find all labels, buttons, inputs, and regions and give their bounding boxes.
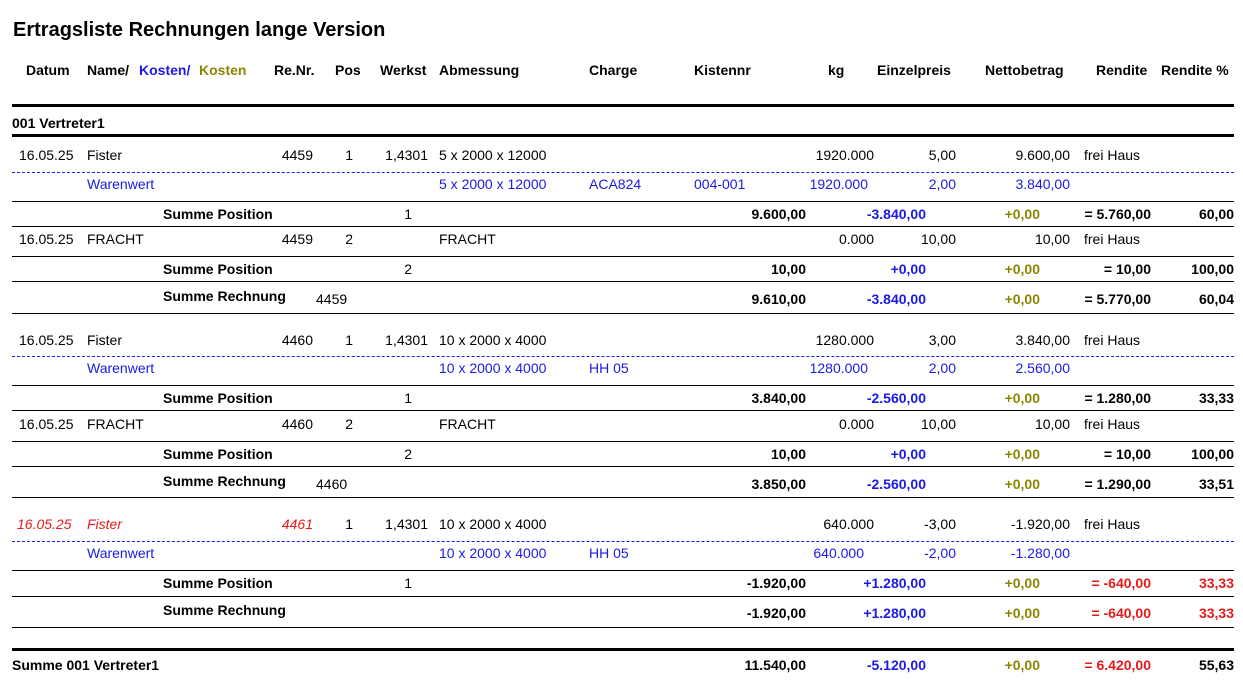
cell-abmessung: 5 x 2000 x 12000 (439, 147, 547, 163)
cell-name: Warenwert (87, 176, 155, 192)
cell-einzelpreis: -2,00 (924, 545, 956, 561)
header-kg: kg (828, 62, 845, 78)
cell-name: Warenwert (87, 545, 155, 561)
sum-label: Summe Rechnung (163, 473, 286, 489)
sum-yield: = 5.760,00 (1084, 206, 1151, 222)
sum-costs: +1.280,00 (863, 575, 926, 591)
cell-name: Warenwert (87, 360, 155, 376)
cell-rendite: frei Haus (1084, 332, 1141, 348)
sum-extra: +0,00 (1004, 261, 1040, 277)
cell-name: Fister (87, 147, 122, 163)
cell-nettobetrag: 3.840,00 (1015, 176, 1070, 192)
cell-nettobetrag: 10,00 (1034, 416, 1070, 432)
total-value: 11.540,00 (744, 657, 806, 673)
total-label: Summe 001 Vertreter1 (12, 657, 160, 673)
rule (12, 466, 1234, 467)
sum-yield: = 1.290,00 (1084, 476, 1151, 492)
sum-label: Summe Position (163, 206, 273, 222)
header-einzelpreis: Einzelpreis (877, 62, 951, 78)
cell-datum: 16.05.25 (17, 516, 72, 532)
sum-count: 1 (404, 206, 412, 222)
sum-yield-pct: 33,33 (1198, 390, 1234, 406)
sum-costs: -2.560,00 (866, 390, 926, 406)
dashed-rule (12, 356, 1234, 357)
cell-abmessung: 10 x 2000 x 4000 (439, 360, 547, 376)
cell-kg: 1280.000 (809, 360, 868, 376)
dashed-rule (12, 541, 1234, 542)
cell-nettobetrag: -1.920,00 (1010, 516, 1070, 532)
sum-value: 10,00 (770, 446, 806, 462)
sum-yield-pct: 100,00 (1191, 446, 1234, 462)
rule (12, 313, 1234, 314)
cell-pos: 1 (345, 147, 353, 163)
sum-value: 3.840,00 (751, 390, 806, 406)
cell-charge: HH 05 (589, 360, 629, 376)
sum-costs: -3.840,00 (866, 291, 926, 307)
sum-extra: +0,00 (1004, 390, 1040, 406)
sum-count: 2 (404, 261, 412, 277)
sum-count: 1 (404, 390, 412, 406)
cell-datum: 16.05.25 (19, 332, 74, 348)
sum-yield: = -640,00 (1091, 575, 1151, 591)
sum-costs: +0,00 (890, 261, 926, 277)
sum-extra: +0,00 (1004, 575, 1040, 591)
sum-value: 3.850,00 (751, 476, 806, 492)
cell-name: Fister (87, 516, 122, 532)
sum-yield: = 5.770,00 (1084, 291, 1151, 307)
sum-costs: -3.840,00 (866, 206, 926, 222)
sum-label: Summe Position (163, 261, 273, 277)
cell-name: FRACHT (87, 416, 144, 432)
sum-extra: +0,00 (1004, 206, 1040, 222)
rule (12, 648, 1234, 651)
cell-name: FRACHT (87, 231, 144, 247)
header-renr: Re.Nr. (274, 62, 315, 78)
sum-yield-pct: 100,00 (1191, 261, 1234, 277)
cell-abmessung: FRACHT (439, 231, 496, 247)
cell-datum: 16.05.25 (19, 416, 74, 432)
header-nettobetrag: Nettobetrag (985, 62, 1064, 78)
cell-charge: ACA824 (589, 176, 642, 192)
cell-einzelpreis: 2,00 (928, 176, 956, 192)
cell-pos: 2 (345, 231, 353, 247)
total-yield-pct: 55,63 (1198, 657, 1234, 673)
cell-nettobetrag: 9.600,00 (1015, 147, 1070, 163)
dashed-rule (12, 172, 1234, 173)
header-kosten-blue: Kosten/ (139, 62, 191, 78)
sum-value: -1.920,00 (746, 605, 806, 621)
cell-abmessung: FRACHT (439, 416, 496, 432)
cell-charge: HH 05 (589, 545, 629, 561)
sum-yield: = 10,00 (1103, 446, 1151, 462)
rule (12, 256, 1234, 257)
header-kosten-olive: Kosten (199, 62, 247, 78)
sum-costs: +0,00 (890, 446, 926, 462)
cell-kg: 1920.000 (815, 147, 874, 163)
cell-rendite: frei Haus (1084, 516, 1141, 532)
cell-abmessung: 5 x 2000 x 12000 (439, 176, 547, 192)
rule (12, 226, 1234, 227)
sum-extra: +0,00 (1004, 291, 1040, 307)
cell-pos: 1 (345, 516, 353, 532)
rule (12, 201, 1234, 202)
cell-nettobetrag: 3.840,00 (1015, 332, 1070, 348)
cell-pos: 2 (345, 416, 353, 432)
sum-extra: +0,00 (1004, 476, 1040, 492)
cell-einzelpreis: 2,00 (928, 360, 956, 376)
rule (12, 627, 1234, 628)
header-charge: Charge (589, 62, 638, 78)
cell-renr: 4461 (281, 516, 313, 532)
sum-invoice-number: 4459 (316, 291, 348, 307)
cell-renr: 4459 (281, 147, 313, 163)
sum-yield: = 1.280,00 (1084, 390, 1151, 406)
sum-value: 9.600,00 (751, 206, 806, 222)
cell-kistennr: 004-001 (694, 176, 746, 192)
cell-nettobetrag: -1.280,00 (1010, 545, 1070, 561)
header-werkst: Werkst (380, 62, 427, 78)
cell-datum: 16.05.25 (19, 147, 74, 163)
cell-kg: 1920.000 (809, 176, 868, 192)
header-rendite-pct: Rendite % (1161, 62, 1229, 78)
cell-abmessung: 10 x 2000 x 4000 (439, 516, 547, 532)
sum-yield-pct: 33,33 (1198, 575, 1234, 591)
cell-einzelpreis: 10,00 (920, 416, 956, 432)
cell-werkst: 1,4301 (385, 516, 428, 532)
cell-kg: 640.000 (823, 516, 874, 532)
sum-extra: +0,00 (1004, 446, 1040, 462)
sum-yield-pct: 33,33 (1198, 605, 1234, 621)
header-pos: Pos (335, 62, 361, 78)
sum-label: Summe Rechnung (163, 602, 286, 618)
rule (12, 134, 1234, 137)
sum-extra: +0,00 (1004, 605, 1040, 621)
cell-pos: 1 (345, 332, 353, 348)
header-rendite: Rendite (1096, 62, 1148, 78)
cell-kg: 640.000 (813, 545, 864, 561)
total-extra: +0,00 (1004, 657, 1040, 673)
cell-einzelpreis: -3,00 (924, 516, 956, 532)
sum-costs: -2.560,00 (866, 476, 926, 492)
sum-label: Summe Position (163, 446, 273, 462)
rule (12, 596, 1234, 597)
rule (12, 497, 1234, 498)
rule (12, 385, 1234, 386)
total-costs: -5.120,00 (866, 657, 926, 673)
group-title: 001 Vertreter1 (12, 115, 105, 131)
header-datum: Datum (26, 62, 70, 78)
sum-value: 10,00 (770, 261, 806, 277)
header-name: Name/ (87, 62, 130, 78)
sum-count: 2 (404, 446, 412, 462)
rule (12, 104, 1234, 107)
rule (12, 441, 1234, 442)
cell-datum: 16.05.25 (19, 231, 74, 247)
sum-costs: +1.280,00 (863, 605, 926, 621)
cell-einzelpreis: 10,00 (920, 231, 956, 247)
cell-abmessung: 10 x 2000 x 4000 (439, 332, 547, 348)
sum-label: Summe Position (163, 390, 273, 406)
sum-count: 1 (404, 575, 412, 591)
sum-invoice-number: 4460 (316, 476, 348, 492)
cell-werkst: 1,4301 (385, 147, 428, 163)
cell-name: Fister (87, 332, 122, 348)
rule (12, 410, 1234, 411)
total-yield: = 6.420,00 (1084, 657, 1151, 673)
sum-yield-pct: 60,04 (1198, 291, 1234, 307)
sum-yield-pct: 60,00 (1198, 206, 1234, 222)
cell-nettobetrag: 2.560,00 (1015, 360, 1070, 376)
cell-nettobetrag: 10,00 (1034, 231, 1070, 247)
cell-renr: 4459 (281, 231, 313, 247)
cell-einzelpreis: 5,00 (928, 147, 956, 163)
cell-rendite: frei Haus (1084, 416, 1141, 432)
cell-kg: 0.000 (838, 416, 874, 432)
cell-kg: 0.000 (838, 231, 874, 247)
rule (12, 281, 1234, 282)
cell-einzelpreis: 3,00 (928, 332, 956, 348)
sum-value: -1.920,00 (746, 575, 806, 591)
header-kistennr: Kistennr (694, 62, 751, 78)
cell-renr: 4460 (281, 416, 313, 432)
cell-rendite: frei Haus (1084, 147, 1141, 163)
page-title: Ertragsliste Rechnungen lange Version (13, 19, 386, 41)
sum-yield: = -640,00 (1091, 605, 1151, 621)
cell-abmessung: 10 x 2000 x 4000 (439, 545, 547, 561)
cell-werkst: 1,4301 (385, 332, 428, 348)
cell-renr: 4460 (281, 332, 313, 348)
sum-yield-pct: 33,51 (1198, 476, 1234, 492)
cell-rendite: frei Haus (1084, 231, 1141, 247)
cell-kg: 1280.000 (815, 332, 874, 348)
sum-yield: = 10,00 (1103, 261, 1151, 277)
sum-label: Summe Rechnung (163, 288, 286, 304)
sum-label: Summe Position (163, 575, 273, 591)
header-abmessung: Abmessung (439, 62, 520, 78)
rule (12, 570, 1234, 571)
sum-value: 9.610,00 (751, 291, 806, 307)
